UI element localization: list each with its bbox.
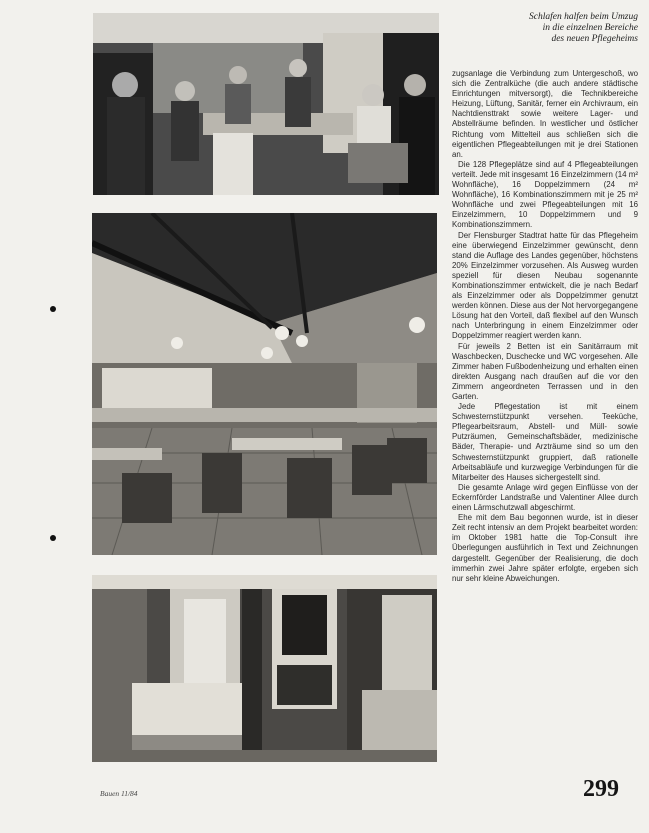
binding-hole [50,535,56,541]
paragraph: zugsanlage die Verbindung zum Untergeschoß, wo sich die Zentralküche (die auch andere städtische Einrichtungen mitversorgt), die Technikbereiche Heizung, Lüftung, Sanitär, ferner ein Archivraum, ein Nachtdiensttrakt sowie weitere Lager- und Abstellräume befinden. In westlicher und östlicher Richtung vom Mittelteil aus schließen sich die eigentlichen Pflegeabteilungen mit je drei Stationen an. [452,69,638,159]
paragraph: Der Flensburger Stadtrat hatte für das Pflegeheim eine überwiegend Einzelzimmer gewünscht, denn stand die Auflage des Landes gegenüber, höchstens 20% Einzelzimmer vorzusehen. Als Ausweg wurden speziell für diesen Neubau sogenannte Kombinationszimmer entwickelt, die je nach Bedarf als Einzelzimmer oder als Doppelzimmer genutzt werden können. Diese aus der Not hervorgegangene Lösung hat den Vorteil, daß flexibel auf den Wunsch nach Unterbringung in einem Einzelzimmer oder Doppelzimmer reagiert werden kann. [452,230,638,341]
photo-patient-room [92,575,437,762]
photo-caption [480,12,638,45]
issue-reference: Bauen 11/84 [100,789,138,798]
photo-dining-hall [92,213,437,555]
paragraph: Für jeweils 2 Betten ist ein Sanitärraum mit Waschbecken, Duschecke und WC vorgesehen. Alle Zimmer haben Fußbodenheizung und erhalten einen direkten Ausgang nach draußen auf die vor den Zimmern angeordneten Terrassen und in den Garten. [452,341,638,401]
paragraph: Die gesamte Anlage wird gegen Einflüsse von der Eckernförder Landstraße und Valentiner Allee durch einen Lärmschutzwall abgeschirmt. [452,482,638,513]
paragraph: Jede Pflegestation ist mit einem Schwesternstützpunkt versehen. Teeküche, Pflegearbeitsraum, Abstell- und Müll- sowie Putzräumen, Gemeinschaftsbäder, medizinische Bäder, Therapie- und Arzträume sind so um den Schwesternstützpunkt gruppiert, daß rationelle Arbeitsabläufe und kurzwegige Verbindungen für die Mitarbeiter des Hauses sichergestellt sind. [452,402,638,482]
article-body [452,69,638,584]
caption-line: des neuen Pflegeheims [551,34,638,44]
photo-residents-moving [93,13,439,195]
page-number: 299 [583,776,619,802]
binding-hole [50,306,56,312]
caption-line: Schlafen halfen beim Umzug [529,12,638,22]
paragraph: Die 128 Pflegeplätze sind auf 4 Pflegeabteilungen verteilt. Jede mit insgesamt 16 Einzelzimmern (14 m² Wohnfläche), 16 Doppelzimmern (24 m² Wohnfläche), 16 Kombinationszimmern mit je 25 m² Wohnfläche und zwei Pflegeabteilungen mit 16 Einzelzimmern, 10 Doppelzimmern und 9 Kombinationszimmern. [452,159,638,230]
caption-line: in die einzelnen Bereiche [542,23,638,33]
paragraph: Ehe mit dem Bau begonnen wurde, ist in dieser Zeit recht intensiv an dem Projekt bearbeitet worden: im Oktober 1981 hatte die Top-Consult ihre Überlegungen ausführlich in Text und Zeichnungen dargestellt. Gegenüber der Realisierung, die doch immerhin zwei Jahre später erfolgte, ergeben sich nur sehr kleine Abweichungen. [452,513,638,583]
